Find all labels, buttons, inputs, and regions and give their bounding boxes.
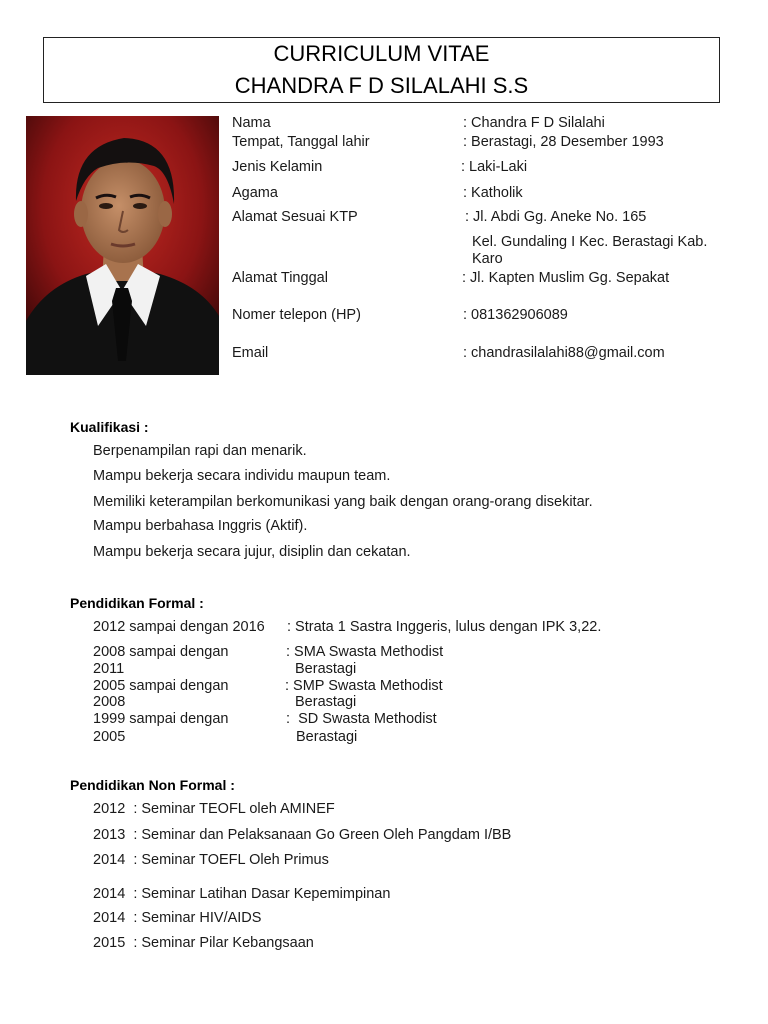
formal-desc: : SD Swasta Methodist xyxy=(286,711,437,727)
heading-pendidikan-formal: Pendidikan Formal : xyxy=(70,595,204,611)
formal-desc-cont: Berastagi xyxy=(295,661,357,677)
formal-period-end: 2008 xyxy=(93,694,126,710)
nonformal-item: 2014 : Seminar Latihan Dasar Kepemimpinan xyxy=(93,886,391,902)
label-nama: Nama xyxy=(232,115,271,131)
kualifikasi-item: Mampu berbahasa Inggris (Aktif). xyxy=(93,518,308,534)
formal-desc-cont: Berastagi xyxy=(296,729,358,745)
kualifikasi-item: Berpenampilan rapi dan menarik. xyxy=(93,443,307,459)
formal-period: 2012 sampai dengan 2016 xyxy=(93,619,265,635)
label-agama: Agama xyxy=(232,185,278,201)
formal-desc: : Strata 1 Sastra Inggeris, lulus dengan IPK 3,22. xyxy=(287,619,602,635)
formal-desc: : SMP Swasta Methodist xyxy=(285,678,443,694)
nonformal-item: 2014 : Seminar TOEFL Oleh Primus xyxy=(93,852,329,868)
kualifikasi-item: Mampu bekerja secara individu maupun team. xyxy=(93,468,391,484)
formal-period-end: 2005 xyxy=(93,729,126,745)
portrait-photo-icon xyxy=(26,116,219,375)
value-tempat-tanggal-lahir: : Berastagi, 28 Desember 1993 xyxy=(463,134,664,150)
value-jenis-kelamin: : Laki-Laki xyxy=(461,159,528,175)
formal-desc-cont: Berastagi xyxy=(295,694,357,710)
formal-period-end: 2011 xyxy=(93,661,125,677)
nonformal-item: 2013 : Seminar dan Pelaksanaan Go Green Oleh Pangdam I/BB xyxy=(93,827,512,843)
kualifikasi-item: Memiliki keterampilan berkomunikasi yang baik dengan orang-orang disekitar. xyxy=(93,494,593,510)
value-alamat-ktp-line3: Karo xyxy=(472,251,503,267)
label-email: Email xyxy=(232,345,269,361)
value-alamat-tinggal: : Jl. Kapten Muslim Gg. Sepakat xyxy=(462,270,670,286)
value-email: : chandrasilalahi88@gmail.com xyxy=(463,345,665,361)
value-alamat-ktp-line2: Kel. Gundaling I Kec. Berastagi Kab. xyxy=(472,234,708,250)
candidate-name-title: CHANDRA F D SILALAHI S.S xyxy=(234,73,529,98)
nonformal-item: 2015 : Seminar Pilar Kebangsaan xyxy=(93,935,314,951)
document-title: CURRICULUM VITAE xyxy=(273,41,490,66)
label-tempat-tanggal-lahir: Tempat, Tanggal lahir xyxy=(232,134,370,150)
kualifikasi-item: Mampu bekerja secara jujur, disiplin dan cekatan. xyxy=(93,544,411,560)
heading-kualifikasi: Kualifikasi : xyxy=(70,419,149,435)
portrait-photo xyxy=(26,116,219,375)
label-alamat-ktp: Alamat Sesuai KTP xyxy=(232,209,358,225)
formal-period: 1999 sampai dengan xyxy=(93,711,229,727)
label-jenis-kelamin: Jenis Kelamin xyxy=(232,159,323,175)
label-alamat-tinggal: Alamat Tinggal xyxy=(232,270,328,286)
value-nomer-telepon: : 081362906089 xyxy=(463,307,568,323)
label-nomer-telepon: Nomer telepon (HP) xyxy=(232,307,361,323)
formal-period: 2008 sampai dengan xyxy=(93,644,229,660)
value-agama: : Katholik xyxy=(463,185,523,201)
value-nama: : Chandra F D Silalahi xyxy=(463,115,605,131)
heading-pendidikan-non-formal: Pendidikan Non Formal : xyxy=(70,777,235,793)
nonformal-item: 2014 : Seminar HIV/AIDS xyxy=(93,910,262,926)
formal-period: 2005 sampai dengan xyxy=(93,678,229,694)
formal-desc: : SMA Swasta Methodist xyxy=(286,644,444,660)
nonformal-item: 2012 : Seminar TEOFL oleh AMINEF xyxy=(93,801,335,817)
value-alamat-ktp: : Jl. Abdi Gg. Aneke No. 165 xyxy=(465,209,647,225)
title-box xyxy=(43,37,720,103)
